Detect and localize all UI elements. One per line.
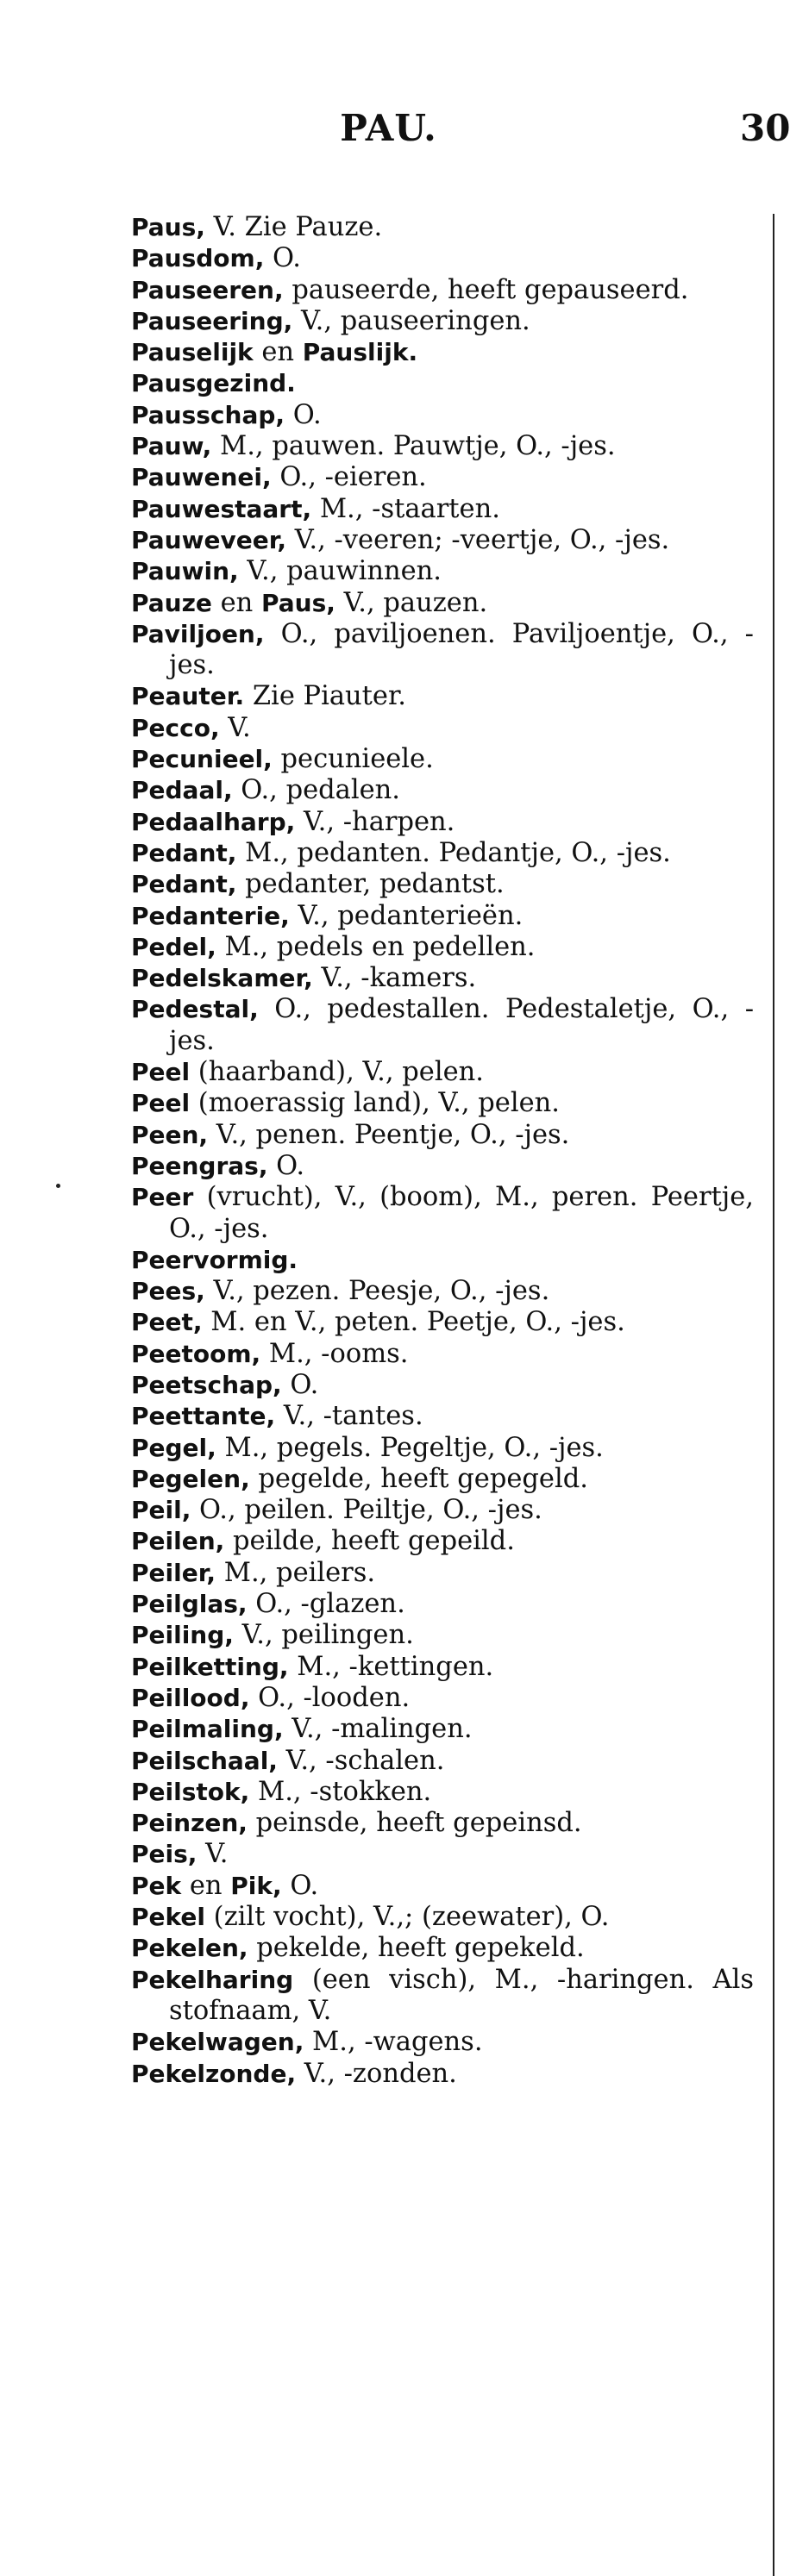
dictionary-entry <box>131 1433 754 1464</box>
entry-headword: Peen, <box>131 1120 209 1149</box>
entry-definition: peilde, heeft gepeild. <box>224 1526 515 1557</box>
entry-definition: M., peilers. <box>216 1557 376 1588</box>
entry-headword: Peetschap, <box>131 1370 282 1399</box>
dictionary-entry <box>131 1276 754 1307</box>
dictionary-entry <box>131 556 754 587</box>
dictionary-entry <box>131 2027 754 2058</box>
entry-headword: Peilen, <box>131 1527 225 1556</box>
dictionary-entry <box>131 1558 754 1589</box>
entry-definition: en <box>181 1870 231 1901</box>
dictionary-entry <box>131 1871 754 1902</box>
dictionary-entry <box>131 1401 754 1432</box>
entry-headword: Pekelen, <box>131 1934 248 1963</box>
entry-definition: M., -wagens. <box>304 2027 483 2058</box>
dictionary-entry <box>131 901 754 932</box>
entry-headword: Pauseeren, <box>131 275 284 304</box>
entry-definition: pedanter, pedantst. <box>236 869 505 900</box>
dictionary-entry <box>131 212 754 243</box>
entry-definition: V., -malingen. <box>283 1714 473 1745</box>
entry-headword: Paus, <box>131 213 205 241</box>
entry-definition: O. <box>267 1150 305 1181</box>
entry-definition: O. <box>264 243 301 274</box>
entry-definition: O., pedestallen. Pedestaletje, O., -jes. <box>169 994 754 1056</box>
dictionary-entry <box>131 713 754 744</box>
entry-headword: Peervormig. <box>131 1245 298 1274</box>
entry-definition: M., -kettingen. <box>288 1651 494 1682</box>
entry-definition: en <box>211 587 261 618</box>
entry-headword: Pauselijk <box>131 338 254 367</box>
entry-headword: Pedestal, <box>131 995 259 1024</box>
dictionary-entry <box>131 838 754 869</box>
entry-headword: Pegelen, <box>131 1464 250 1493</box>
dictionary-entry <box>131 588 754 619</box>
entry-definition: M., -staarten. <box>311 493 500 524</box>
entry-headword: Pedaal, <box>131 776 233 805</box>
entry-headword-variant: Paus, <box>260 588 335 617</box>
entry-definition: V., -tantes. <box>275 1401 423 1432</box>
dictionary-entry <box>131 1808 754 1839</box>
dictionary-entry <box>131 1746 754 1777</box>
entry-definition-continued: O. <box>281 1870 319 1901</box>
entry-headword: Peengras, <box>131 1151 268 1180</box>
entry-headword: Peilketting, <box>131 1652 289 1681</box>
dictionary-entry <box>131 1777 754 1808</box>
dictionary-entry <box>131 337 754 368</box>
dictionary-entry <box>131 431 754 462</box>
entry-definition: (haarband), V., pelen. <box>190 1057 484 1088</box>
entry-definition: V. Zie Pauze. <box>204 212 383 242</box>
entry-definition: (moerassig land), V., pelen. <box>190 1088 560 1119</box>
entry-definition: V., pauwinnen. <box>238 556 442 587</box>
dictionary-entry <box>131 744 754 775</box>
dictionary-entry <box>131 525 754 556</box>
dictionary-entry <box>131 1526 754 1557</box>
entry-definition: pegelde, heeft gepegeld. <box>249 1463 588 1494</box>
entry-headword: Peil, <box>131 1496 191 1525</box>
running-head: PAU. <box>340 107 437 149</box>
entry-headword: Peilmaling, <box>131 1715 284 1744</box>
dictionary-entry <box>131 1620 754 1651</box>
entry-headword: Pauze <box>131 588 212 617</box>
dictionary-entry <box>131 619 754 682</box>
entry-headword: Peis, <box>131 1840 198 1869</box>
dictionary-entry <box>131 1933 754 1964</box>
dictionary-entry <box>131 1902 754 1933</box>
entry-definition: M. en V., peten. Peetje, O., -jes. <box>202 1307 625 1338</box>
entry-definition: Zie Piauter. <box>244 681 406 712</box>
entry-definition-continued: V., pauzen. <box>335 587 488 618</box>
entry-definition: M., pedanten. Pedantje, O., -jes. <box>236 837 671 868</box>
dictionary-entry <box>131 807 754 838</box>
dictionary-entry <box>131 1652 754 1683</box>
entry-headword: Pauseering, <box>131 306 293 335</box>
dictionary-entry <box>131 963 754 994</box>
dictionary-entry <box>131 1057 754 1088</box>
dictionary-entry <box>131 1245 754 1276</box>
entry-headword: Pegel, <box>131 1433 216 1462</box>
entry-headword: Pekelzonde, <box>131 2059 297 2088</box>
entry-headword: Peettante, <box>131 1402 276 1431</box>
entry-headword: Pekelharing <box>131 1965 294 1994</box>
dictionary-entry <box>131 462 754 493</box>
entry-definition: en <box>253 337 303 368</box>
dictionary-entry <box>131 243 754 274</box>
entry-headword: Peel <box>131 1058 191 1087</box>
entry-headword: Pedel, <box>131 932 216 961</box>
entry-definition: M., pauwen. Pauwtje, O., -jes. <box>211 431 616 462</box>
entry-definition: O., -eieren. <box>271 462 427 493</box>
entry-definition: O. <box>281 1369 319 1400</box>
column-rule <box>773 214 774 2576</box>
dictionary-entries <box>131 212 754 2090</box>
entry-headword: Pecunieel, <box>131 745 273 774</box>
dictionary-entry <box>131 368 754 399</box>
entry-definition: O., peilen. Peiltje, O., -jes. <box>191 1495 542 1526</box>
entry-headword: Pedant, <box>131 838 237 867</box>
entry-definition: pecunieele. <box>272 744 434 775</box>
entry-headword: Pauwestaart, <box>131 494 312 523</box>
entry-definition: V. <box>197 1839 229 1870</box>
entry-definition: V., penen. Peentje, O., -jes. <box>208 1119 570 1150</box>
entry-definition: M., -stokken. <box>249 1776 432 1807</box>
entry-headword: Pedaalharp, <box>131 807 296 836</box>
dictionary-entry <box>131 932 754 963</box>
entry-headword: Peillood, <box>131 1683 250 1712</box>
entry-headword: Peiling, <box>131 1621 234 1650</box>
entry-definition: O., paviljoenen. Paviljoentje, O., -jes. <box>169 618 754 681</box>
entry-headword: Pauweveer, <box>131 525 287 554</box>
entry-headword: Peilstok, <box>131 1777 250 1806</box>
dictionary-entry <box>131 275 754 306</box>
entry-headword: Pedanterie, <box>131 901 290 930</box>
dictionary-entry <box>131 2059 754 2090</box>
entry-headword: Pausschap, <box>131 400 285 429</box>
dictionary-entry <box>131 681 754 712</box>
dictionary-entry <box>131 1589 754 1620</box>
entry-definition: V., pauseeringen. <box>292 305 530 336</box>
entry-definition: O. <box>285 399 322 430</box>
entry-headword: Pedant, <box>131 870 237 899</box>
entry-definition: (vrucht), V., (boom), M., peren. Peertje, O., -jes. <box>169 1182 754 1244</box>
entry-definition: M., pedels en pedellen. <box>216 931 536 962</box>
dictionary-entry <box>131 400 754 431</box>
dictionary-entry <box>131 1839 754 1870</box>
dictionary-entry <box>131 1495 754 1526</box>
entry-definition: V., -veeren; -veertje, O., -jes. <box>286 524 670 555</box>
dictionary-entry <box>131 994 754 1057</box>
dictionary-entry <box>131 1370 754 1401</box>
entry-headword: Peilglas, <box>131 1590 248 1619</box>
entry-definition: (zilt vocht), V.,; (zeewater), O. <box>204 1902 610 1933</box>
dictionary-entry <box>131 1714 754 1745</box>
entry-definition: M., -ooms. <box>260 1338 409 1369</box>
stray-mark <box>56 1184 60 1188</box>
dictionary-entry <box>131 306 754 337</box>
entry-headword: Pedelskamer, <box>131 964 313 993</box>
entry-headword: Peetoom, <box>131 1339 261 1368</box>
dictionary-entry <box>131 1088 754 1119</box>
dictionary-entry <box>131 775 754 806</box>
dictionary-entry <box>131 1683 754 1714</box>
dictionary-entry <box>131 1182 754 1245</box>
entry-headword: Pauwenei, <box>131 463 272 492</box>
entry-headword: Paviljoen, <box>131 619 265 648</box>
dictionary-entry <box>131 1464 754 1495</box>
entry-headword: Pausgezind. <box>131 369 296 398</box>
entry-definition: V., -kamers. <box>312 963 477 994</box>
entry-headword: Pauwin, <box>131 557 239 586</box>
entry-headword: Pek <box>131 1871 182 1900</box>
entry-headword: Peauter. <box>131 682 245 711</box>
dictionary-entry <box>131 1339 754 1370</box>
entry-definition: M., pegels. Pegeltje, O., -jes. <box>216 1432 604 1463</box>
entry-headword: Pecco, <box>131 713 220 742</box>
entry-definition: (een visch), M., -haringen. Als stofnaam, V. <box>169 1964 754 2026</box>
entry-definition: V., -zonden. <box>296 2058 457 2089</box>
dictionary-entry <box>131 494 754 525</box>
entry-definition: O., pedalen. <box>232 775 401 806</box>
entry-headword: Peer <box>131 1183 194 1212</box>
dictionary-entry <box>131 1965 754 2028</box>
entry-definition: O., -glazen. <box>247 1589 405 1620</box>
entry-headword: Peet, <box>131 1308 203 1337</box>
entry-definition: pekelde, heeft gepekeld. <box>248 1933 585 1964</box>
dictionary-entry <box>131 1151 754 1182</box>
entry-headword: Peiler, <box>131 1558 216 1587</box>
entry-headword: Pees, <box>131 1277 205 1306</box>
entry-headword: Peilschaal, <box>131 1746 278 1775</box>
entry-headword: Pausdom, <box>131 244 265 273</box>
entry-definition: V., pedanterieën. <box>289 900 524 931</box>
entry-headword: Peinzen, <box>131 1809 248 1838</box>
entry-headword: Pauw, <box>131 432 212 461</box>
entry-definition: V., -harpen. <box>295 806 455 837</box>
entry-headword-variant: Pik, <box>230 1871 282 1900</box>
entry-headword: Pekel <box>131 1903 205 1932</box>
entry-definition: V. <box>219 712 251 743</box>
entry-definition: peinsde, heeft gepeinsd. <box>247 1808 582 1839</box>
entry-headword: Peel <box>131 1089 191 1118</box>
entry-headword-variant: Pauslijk. <box>302 338 418 367</box>
entry-definition: O., -looden. <box>249 1682 411 1713</box>
entry-headword: Pekelwagen, <box>131 2028 304 2057</box>
dictionary-entry <box>131 1120 754 1151</box>
entry-definition: pauseerde, heeft gepauseerd. <box>283 274 689 305</box>
dictionary-entry <box>131 869 754 900</box>
dictionary-entry <box>131 1307 754 1338</box>
page-number: 30 <box>740 107 790 149</box>
entry-definition: V., -schalen. <box>277 1745 445 1776</box>
entry-definition: V., peilingen. <box>233 1620 414 1651</box>
entry-definition: V., pezen. Peesje, O., -jes. <box>204 1276 550 1307</box>
